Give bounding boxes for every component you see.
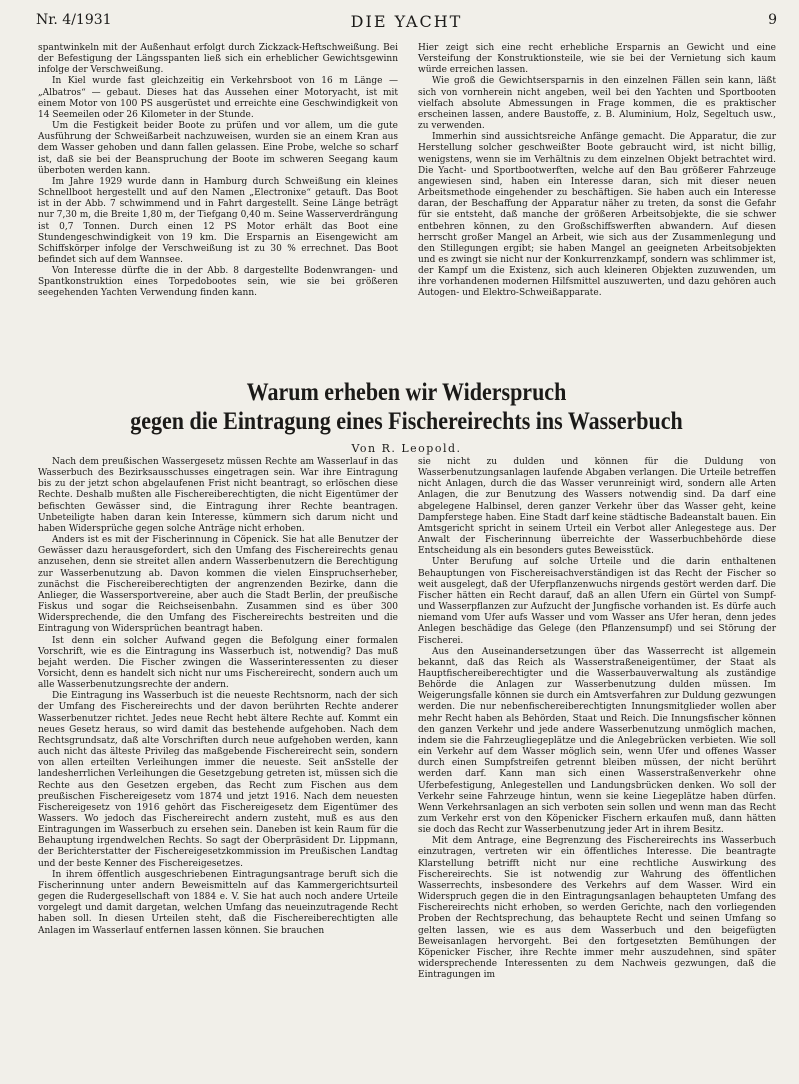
article-heading: [36, 378, 777, 455]
article-title-line-2: gegen die Eintragung eines Fischereirechts ins Wasserbuch: [130, 408, 683, 435]
paragraph: sie nicht zu dulden und können für die Duldung von Wasserbenutzungsanlagen laufende Abgaben verlangen. Die Urteile betreffen nicht Anlagen, durch die das Wasser verunreinigt wird, sondern alle Arten Anlagen, die zur Benutzung des Wassers notwendig sind. Da darf eine abgelegene Halbinsel, deren ganzer Verkehr über das Wasser geht, keine Dampferstege haben. Eine Stadt darf keine städtische Badeanstalt bauen. Ein Amtsgericht spricht in seinem Urteil ein Verbot aller Anlegestege aus. Der Anwalt der Fischerinnung überreichte der Wasserbuchbehörde diese Entscheidung als ein besonders gutes Beweisstück.: [418, 457, 776, 557]
page-number: 9: [768, 12, 777, 28]
paragraph: Immerhin sind aussichtsreiche Anfänge gemacht. Die Apparatur, die zur Herstellung solcher geschweißter Boote gebraucht wird, ist nicht billig, wenigstens, wenn sie im Verhältnis zu dem einzelnen Objekt betrachtet wird. Die Yacht- und Sportbootwerften, welche auf den Bau größerer Fahrzeuge angewiesen sind, haben ein Interesse daran, sich mit dieser neuen Arbeitsmethode eingehender zu beschäftigen. Sie haben auch ein Interesse daran, der Beschaffung der Apparatur näher zu treten, da sonst die Gefahr für sie entsteht, daß manche der größeren Arbeitsobjekte, die sie schwer entbehren können, zu den Großschiffswerften abwandern. Auf diesen herrscht großer Mangel an Arbeit, wie sich aus der Zusammenlegung und den Stillegungen ergibt; sie haben Mangel an geeigneten Arbeitsobjekten und es zwingt sie nicht nur der Konkurrenzkampf, sondern was schlimmer ist, der Kampf um die Existenz, sich auch kleineren Objekten zuzuwenden, um ihre vorhandenen modernen Hilfsmittel auszuwerten, und dazu gehören auch Autogen- und Elektro-Schweißapparate.: [418, 132, 776, 299]
article-right-column: [418, 457, 776, 981]
paragraph: Von Interesse dürfte die in der Abb. 8 dargestellte Bodenwrangen- und Spantkonstruktion eines Torpedobootes sein, wie sie bei größeren seegehenden Yachten Verwendung finden kann.: [38, 266, 398, 299]
magazine-page: [36, 10, 777, 1076]
upper-left-column: [38, 43, 398, 300]
paragraph: Um die Festigkeit beider Boote zu prüfen und vor allem, um die gute Ausführung der Schweißarbeit nachzuweisen, wurden sie an einem Kran aus dem Wasser gehoben und dann fallen gelassen. Eine Probe, welche so scharf ist, daß sie bei der Beanspruchung der Boote im schweren Seegang kaum überboten werden kann.: [38, 121, 398, 176]
paragraph: In ihrem öffentlich ausgeschriebenen Eintragungsantrage beruft sich die Fischerinnung unter andern Beweismitteln auf das Kammergerichtsurteil gegen die Rudergesellschaft von 1884 e. V. Sie hat auch noch andere Urteile vorgelegt und damit dargetan, welchen Umfang das neueinzutragende Recht haben soll. In diesen Urteilen steht, daß die Fischereiberechtigten alle Anlagen im Wasserlauf entfernen lassen können. Sie brauchen: [38, 869, 398, 936]
issue-number: Nr. 4/1931: [36, 12, 112, 28]
article-title-line-1: Warum erheben wir Widerspruch: [246, 379, 567, 406]
upper-right-column: [418, 43, 776, 300]
paragraph: In Kiel wurde fast gleichzeitig ein Verkehrsboot von 16 m Länge — „Albatros“ — gebaut. Dieses hat das Aussehen einer Motoryacht, ist mit einem Motor von 100 PS ausgerüstet und erreichte eine Geschwindigkeit von 14 Seemeilen oder 26 Kilometer in der Stunde.: [38, 76, 398, 120]
paragraph: Aus den Auseinandersetzungen über das Wasserrecht ist allgemein bekannt, daß das Reich als Wasserstraßeneigentümer, der Staat als Hauptfischereiberechtigter und die Wasserbauverwaltung als zuständige Behörde die Anlagen zur Wasserbenutzung dulden müssen. Im Weigerungsfalle können sie durch ein Amtsverfahren zur Duldung gezwungen werden. Die nur nebenfischereiberechtigten Innungsmitglieder wollen aber mehr Recht haben als Behörden, Staat und Reich. Die Innungsfischer können den ganzen Verkehr und jede andere Wasserbenutzung unmöglich machen, indem sie die Fahrzeugliegeplätze und die Anlegebrücken verbieten. Wie soll ein Verkehr auf dem Wasser möglich sein, wenn Ufer und offenes Wasser durch einen Sumpfstreifen getrennt bleiben müssen, der nicht berührt werden darf. Kann man sich einen Wasserstraßenverkehr ohne Uferbefestigung, Anlegestellen und Landungsbrücken denken. Wo soll der Verkehr seine Fahrzeuge hintun, wenn sie keine Liegeplätze haben dürfen. Wenn Verkehrsanlagen an sich verboten sein sollen und wenn man das Recht zum Verkehr erst von den Köpenicker Fischern erkaufen muß, dann hätten sie doch das Recht zur Wasserbenutzung jeder Art in ihrem Besitz.: [418, 646, 776, 836]
paragraph: Anders ist es mit der Fischerinnung in Cöpenick. Sie hat alle Benutzer der Gewässer dazu herausgefordert, sich den Umfang des Fischereirechts genau anzusehen, denn sie streitet allen andern Wasserbenutzern die Berechtigung zur Wasserbenutzung ab. Davon kommen die vielen Einspruchserheber, zunächst die Fischereiberechtigten der angrenzenden Bezirke, dann die Anlieger, die Wassersportvereine, aber auch die Stadt Berlin, der preußische Fiskus und sogar die Reichseisenbahn. Zusammen sind es über 300 Widersprechende, die den Umfang des Fischereirechts bestreiten und die Eintragung von Widersprüchen beantragt haben.: [38, 535, 398, 635]
paragraph: Mit dem Antrage, eine Begrenzung des Fischereirechts ins Wasserbuch einzutragen, vertreten wir ein öffentliches Interesse. Die beantragte Klarstellung betrifft nicht nur eine rechtliche Auswirkung des Fischereirechts. Sie ist notwendig zur Wahrung des öffentlichen Wasserrechts, insbesondere des Verkehrs auf dem Wasser. Wird ein Widerspruch gegen die in den Eintragungsanlagen behaupteten Umfang des Fischereirechts nicht erhoben, so werden Gerichte, nach den vorliegenden Proben der Rechtsprechung, das behauptete Recht und seinen Umfang so gelten lassen, wie es aus dem Wasserbuch und den beigefügten Beweisanlagen hervorgeht. Bei den fortgesetzten Bemühungen der Köpenicker Fischer, ihre Rechte immer mehr auszudehnen, sind später widersprechende Interessenten zu dem Nachweis gezwungen, daß die Eintragungen im: [418, 836, 776, 981]
article-byline: Von R. Leopold.: [351, 442, 462, 455]
paragraph: Wie groß die Gewichtsersparnis in den einzelnen Fällen sein kann, läßt sich von vornherein nicht angeben, weil bei den Yachten und Sportbooten vielfach absolute Abmessungen in Frage kommen, die es praktischer erscheinen lassen, andere Baustoffe, z. B. Aluminium, Holz, Segeltuch usw., zu verwenden.: [418, 76, 776, 132]
paragraph: Unter Berufung auf solche Urteile und die darin enthaltenen Behauptungen von Fischereisachverständigen ist das Recht der Fischer so weit ausgelegt, daß der Uferpflanzenwuchs nirgends gestört werden darf. Die Fischer hätten ein Recht darauf, daß an allen Ufern ein Gürtel von Sumpf- und Wasserpflanzen zur Aufzucht der Jungfische vorhanden ist. Es dürfe auch niemand vom Ufer aufs Wasser und vom Wasser ans Ufer heran, denn jedes Anlegen beschädige das Gelege (den Pflanzensumpf) und sei Störung der Fischerei.: [418, 557, 776, 646]
page-header: [36, 10, 777, 34]
paragraph: Ist denn ein solcher Aufwand gegen die Befolgung einer formalen Vorschrift, wie es die Eintragung ins Wasserbuch ist, notwendig? Das muß bejaht werden. Die Fischer zwingen die Wasserinteressenten zu dieser Vorsicht, denn es handelt sich nicht nur ums Fischereirecht, sondern auch um alle Wasserbenutzungsrechte der andern.: [38, 635, 398, 691]
paragraph: Nach dem preußischen Wassergesetz müssen Rechte am Wasserlauf in das Wasserbuch des Bezirksausschusses eingetragen sein. War ihre Eintragung bis zu der jetzt schon abgelaufenen Frist nicht beantragt, so erlöschen diese Rechte. Deshalb mußten alle Fischereiberechtigten, die nicht Eigentümer der befischten Gewässer sind, die Eintragung ihrer Rechte beantragen. Unbeteiligte haben daran kein Interesse, kümmern sich darum nicht und haben Widersprüche gegen solche Anträge nicht erhoben.: [38, 457, 398, 534]
paragraph: Im Jahre 1929 wurde dann in Hamburg durch Schweißung ein kleines Schnellboot hergestellt und auf den Namen „Electronixe“ getauft. Das Boot ist in der Abb. 7 schwimmend und in Fahrt dargestellt. Seine Länge beträgt nur 7,30 m, die Breite 1,80 m, der Tiefgang 0,40 m. Seine Wasserverdrängung ist 0,7 Tonnen. Durch einen 12 PS Motor erhält das Boot eine Stundengeschwindigkeit von 19 km. Die Ersparnis an Eisengewicht am Schiffskörper infolge der Verschweißung ist zu 30 % errechnet. Das Boot befindet sich auf dem Wannsee.: [38, 176, 398, 265]
article-left-column: [38, 457, 398, 937]
paragraph: Die Eintragung ins Wasserbuch ist die neueste Rechtsnorm, nach der sich der Umfang des Fischereirechts und der davon berührten Rechte anderer Wasserbenutzer richtet. Jedes neue Recht hebt ältere Rechte auf. Kommt ein neues Gesetz heraus, so wird damit das bestehende aufgehoben. Nach dem Rechtsgrundsatz, daß alte Vorschriften durch neue aufgehoben werden, kann auch nicht das älteste Privileg das maßgebende Fischereirecht sein, sondern von allen erteilten Verleihungen immer die neueste. Seit anSstelle der landesherrlichen Verleihungen die Gesetzgebung getreten ist, müssen sich die Rechte aus den Gesetzen ergeben, das Recht zum Fischen aus dem preußischen Fischereigesetz vom 1874 und jetzt 1916. Nach dem neuesten Fischereigesetz von 1916 gehört das Fischereigesetz dem Eigentümer des Wassers. Wo jedoch das Fischereirecht andern zusteht, muß es aus den Eintragungen im Wasserbuch zu ersehen sein. Daneben ist kein Raum für die Behauptung irgendwelchen Rechts. So sagt der Oberpräsident Dr. Lippmann, der Berichterstatter der Fischereigesetzkommission im Preußischen Landtag und der beste Kenner des Fischereigesetzes.: [38, 691, 398, 869]
paragraph: Hier zeigt sich eine recht erhebliche Ersparnis an Gewicht und eine Versteifung der Konstruktionsteile, wie sie bei der Vernietung sich kaum würde erreichen lassen.: [418, 43, 776, 76]
magazine-title: DIE YACHT: [350, 12, 463, 31]
paragraph: spantwinkeln mit der Außenhaut erfolgt durch Zickzack-Heftschweißung. Bei der Befestigung der Längsspanten ließ sich ein erheblicher Gewichtsgewinn infolge der Verschweißung.: [38, 43, 398, 76]
